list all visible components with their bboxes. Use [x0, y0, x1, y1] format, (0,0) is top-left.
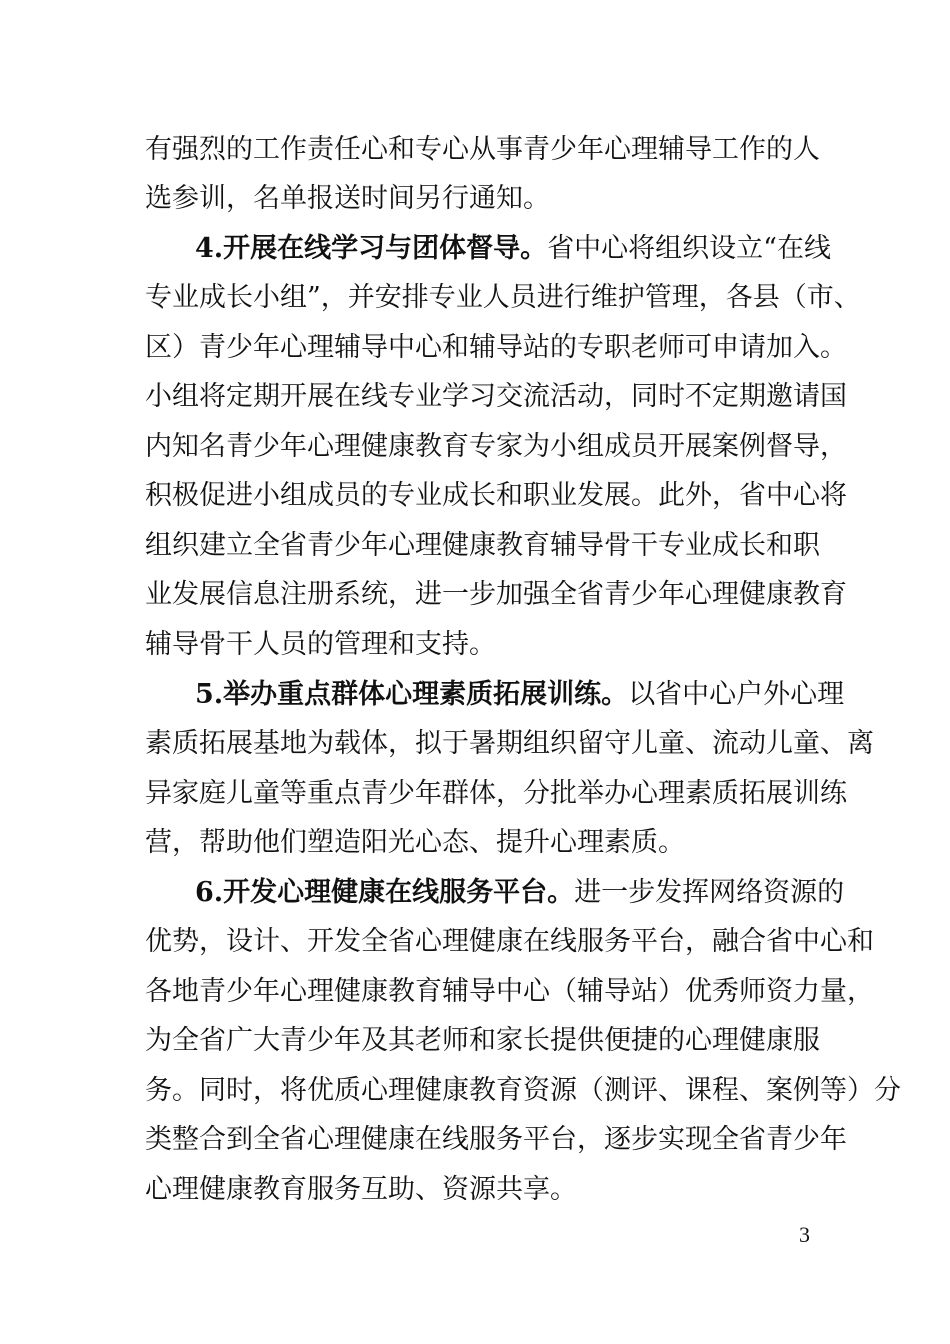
- section-4-first-line: 4.开展在线学习与团体督导。省中心将组织设立“在线: [195, 233, 831, 264]
- body-line-5: 区）青少年心理辅导中心和辅导站的专职老师可申请加入。: [145, 332, 847, 363]
- section-4-heading: 4.开展在线学习与团体督导。: [195, 233, 548, 264]
- body-line-18: 各地青少年心理健康教育辅导中心（辅导站）优秀师资力量，: [145, 976, 874, 1007]
- body-line-7: 内知名青少年心理健康教育专家为小组成员开展案例督导，: [145, 431, 847, 462]
- body-line-4: 专业成长小组”，并安排专业人员进行维护管理，各县（市、: [145, 282, 861, 313]
- body-line-14: 异家庭儿童等重点青少年群体，分批举办心理素质拓展训练: [145, 778, 847, 809]
- body-line-20: 务。同时，将优质心理健康教育资源（测评、课程、案例等）分: [145, 1075, 901, 1106]
- body-line-17: 优势，设计、开发全省心理健康在线服务平台，融合省中心和: [145, 926, 874, 957]
- body-line-19: 为全省广大青少年及其老师和家长提供便捷的心理健康服: [145, 1025, 820, 1056]
- body-line-2: 选参训，名单报送时间另行通知。: [145, 183, 550, 214]
- section-6-first-line: 6.开发心理健康在线服务平台。进一步发挥网络资源的: [195, 877, 845, 908]
- body-line-8: 积极促进小组成员的专业成长和职业发展。此外，省中心将: [145, 480, 847, 511]
- body-line-10: 业发展信息注册系统，进一步加强全省青少年心理健康教育: [145, 579, 847, 610]
- section-5-first-line: 5.举办重点群体心理素质拓展训练。以省中心户外心理: [195, 679, 845, 710]
- body-line-11: 辅导骨干人员的管理和支持。: [145, 629, 496, 660]
- body-line-6: 小组将定期开展在线专业学习交流活动，同时不定期邀请国: [145, 381, 847, 412]
- body-line-13: 素质拓展基地为载体，拟于暑期组织留守儿童、流动儿童、离: [145, 728, 874, 759]
- body-line-22: 心理健康教育服务互助、资源共享。: [145, 1174, 577, 1205]
- section-6-heading: 6.开发心理健康在线服务平台。: [195, 877, 575, 908]
- body-line-15: 营，帮助他们塑造阳光心态、提升心理素质。: [145, 827, 685, 858]
- page-number: 3: [799, 1222, 810, 1247]
- body-line-1: 有强烈的工作责任心和专心从事青少年心理辅导工作的人: [145, 134, 820, 165]
- body-line-21: 类整合到全省心理健康在线服务平台，逐步实现全省青少年: [145, 1124, 847, 1155]
- body-line-9: 组织建立全省青少年心理健康教育辅导骨干专业成长和职: [145, 530, 820, 561]
- section-5-heading: 5.举办重点群体心理素质拓展训练。: [195, 679, 629, 710]
